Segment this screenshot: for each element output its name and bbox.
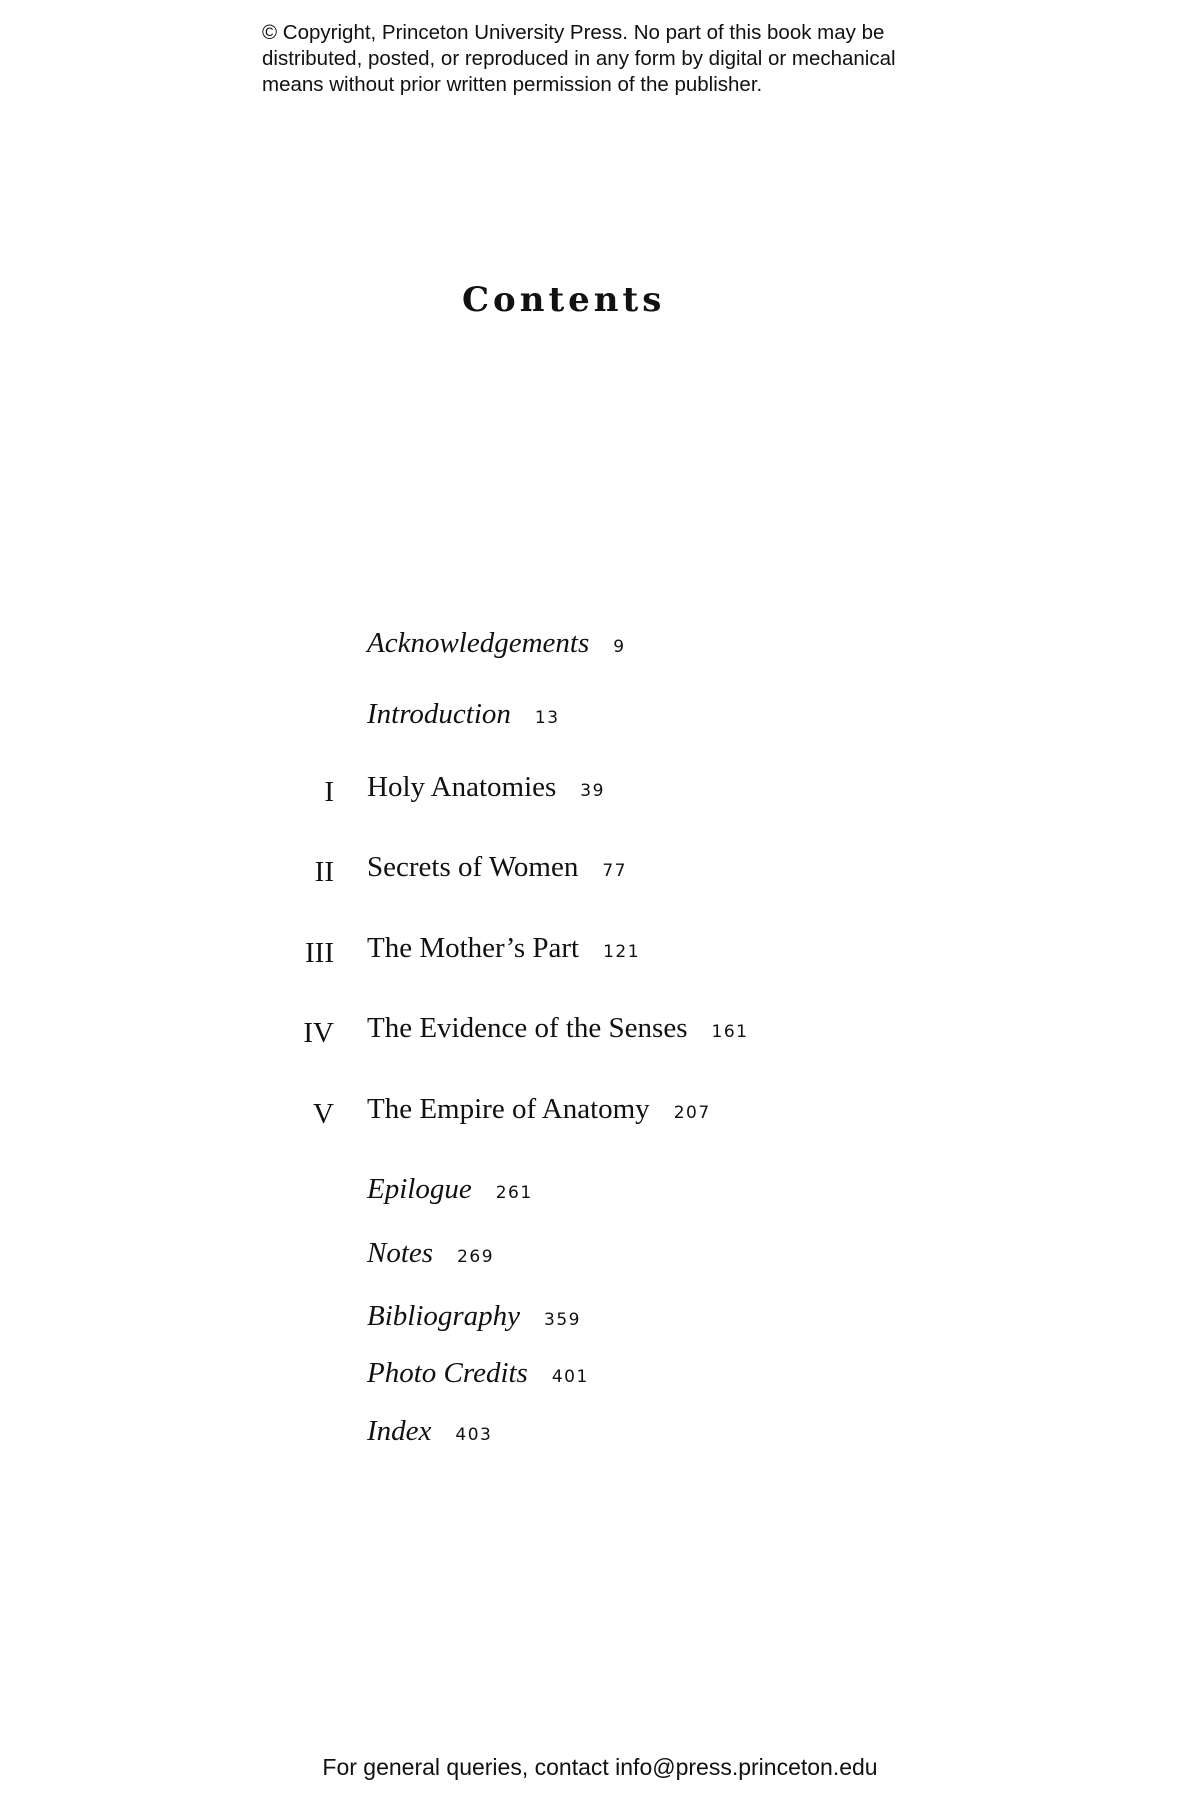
toc-entry-notes[interactable] bbox=[0, 1234, 1200, 1284]
toc-title: The Mother’s Part bbox=[367, 932, 580, 964]
toc-part-number: III bbox=[305, 937, 334, 969]
copyright-line: distributed, posted, or reproduced in any form by digital or mechanical bbox=[262, 47, 896, 70]
toc-page-number: 359 bbox=[544, 1310, 581, 1330]
toc-part-number: IV bbox=[303, 1017, 334, 1049]
toc-part-number: V bbox=[313, 1098, 334, 1130]
toc-title: Epilogue bbox=[367, 1173, 472, 1205]
toc-title: Photo Credits bbox=[367, 1357, 528, 1389]
toc-entry-part-2[interactable] bbox=[0, 848, 1200, 898]
toc-part-number: I bbox=[324, 776, 334, 808]
copyright-line: means without prior written permission of the publisher. bbox=[262, 73, 763, 96]
toc-entry-epilogue[interactable] bbox=[0, 1170, 1200, 1220]
toc-page-number: 13 bbox=[534, 708, 560, 728]
toc-entry-photo-credits[interactable] bbox=[0, 1354, 1200, 1404]
toc-part-number: II bbox=[314, 856, 334, 888]
toc-page-number: 401 bbox=[551, 1367, 589, 1387]
toc-title: Notes bbox=[367, 1237, 434, 1269]
page-title: Contents bbox=[462, 280, 666, 320]
toc-page-number: 121 bbox=[603, 942, 641, 962]
toc-title: Acknowledgements bbox=[367, 627, 590, 659]
toc-page-number: 403 bbox=[455, 1425, 493, 1445]
toc-page-number: 9 bbox=[613, 637, 626, 657]
toc-page-number: 269 bbox=[457, 1247, 495, 1267]
toc-page-number: 77 bbox=[602, 861, 627, 881]
toc-entry-acknowledgements[interactable] bbox=[0, 624, 1200, 674]
toc-page-number: 161 bbox=[711, 1022, 749, 1042]
copyright-line: © Copyright, Princeton University Press. No part of this book may be bbox=[262, 21, 885, 44]
toc-title: Holy Anatomies bbox=[367, 771, 557, 803]
toc-title: The Empire of Anatomy bbox=[367, 1093, 650, 1125]
toc-page-number: 39 bbox=[580, 781, 605, 801]
toc-title: The Evidence of the Senses bbox=[367, 1012, 688, 1044]
toc-entry-part-5[interactable] bbox=[0, 1090, 1200, 1140]
toc-page-number: 261 bbox=[495, 1183, 533, 1203]
toc-entry-index[interactable] bbox=[0, 1412, 1200, 1462]
footer-contact: For general queries, contact info@press.princeton.edu bbox=[322, 1754, 878, 1780]
toc-entry-introduction[interactable] bbox=[0, 695, 1200, 745]
toc-title: Bibliography bbox=[367, 1300, 521, 1332]
toc-title: Index bbox=[367, 1415, 432, 1447]
toc-entry-part-4[interactable] bbox=[0, 1009, 1200, 1059]
toc-entry-bibliography[interactable] bbox=[0, 1297, 1200, 1347]
toc-page-number: 207 bbox=[673, 1103, 711, 1123]
toc-entry-part-1[interactable] bbox=[0, 768, 1200, 818]
toc-title: Introduction bbox=[367, 698, 511, 730]
copyright-notice bbox=[262, 20, 982, 98]
toc-entry-part-3[interactable] bbox=[0, 929, 1200, 979]
toc-title: Secrets of Women bbox=[367, 851, 579, 883]
